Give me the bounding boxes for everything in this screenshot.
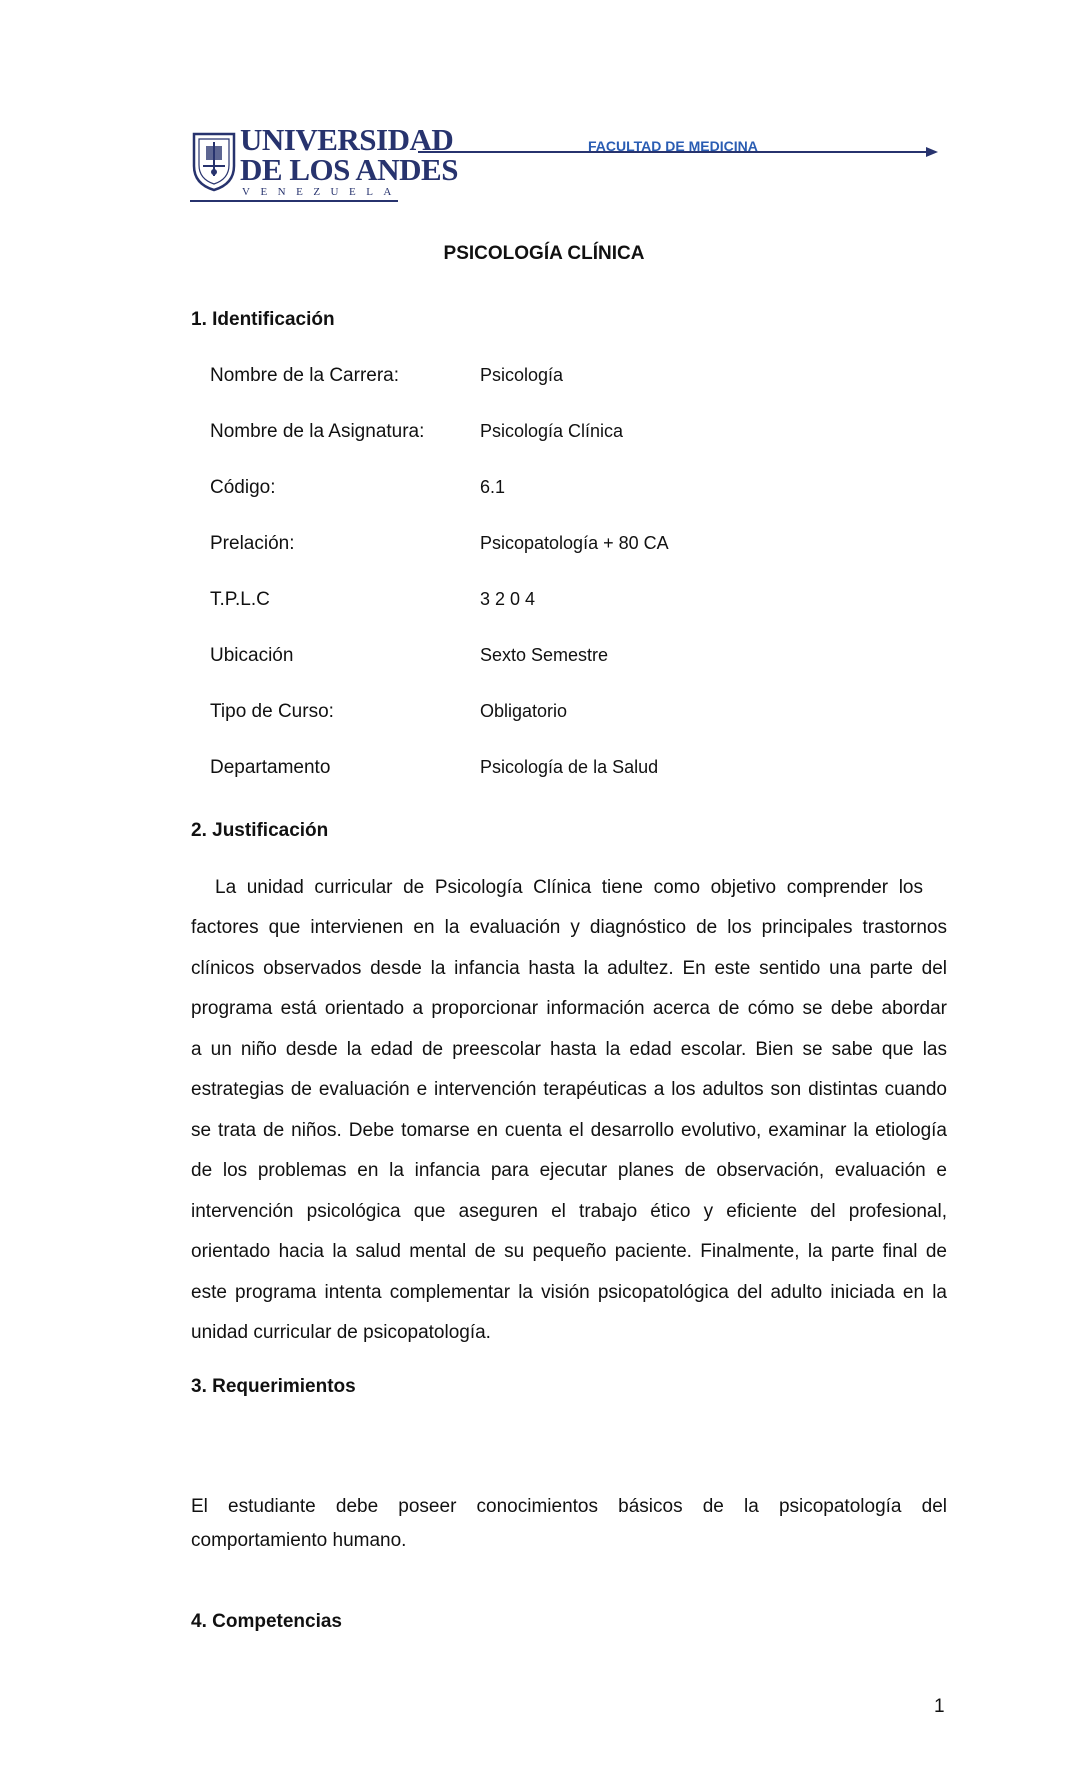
- logo-text-line3: VENEZUELA: [242, 186, 402, 198]
- paragraph-line: unidad curricular de psicopatología.: [191, 1322, 491, 1343]
- id-row: [210, 589, 770, 617]
- paragraph-line: comportamiento humano.: [191, 1530, 407, 1551]
- logo-text-line2: DE LOS ANDES: [240, 152, 458, 187]
- page-number: 1: [934, 1696, 945, 1717]
- id-row: [210, 477, 770, 505]
- logo-underline: [190, 200, 398, 202]
- id-label: Nombre de la Carrera:: [210, 365, 400, 386]
- section-heading-requerimientos: 3. Requerimientos: [191, 1376, 356, 1397]
- id-label: Código:: [210, 477, 276, 498]
- id-row: [210, 701, 770, 729]
- paragraph-line: clínicos observados desde la infancia hasta la adultez. En este sentido una parte del: [191, 958, 947, 979]
- paragraph-line: El estudiante debe poseer conocimientos básicos de la psicopatología del: [191, 1496, 947, 1517]
- paragraph-line: estrategias de evaluación e intervención terapéuticas a los adultos son distintas cuando: [191, 1079, 947, 1100]
- id-label: Tipo de Curso:: [210, 701, 334, 722]
- id-label: Ubicación: [210, 645, 294, 666]
- id-row: [210, 365, 770, 393]
- paragraph-line: factores que intervienen en la evaluación y diagnóstico de los principales trastornos: [191, 917, 947, 938]
- id-value: Psicología: [480, 365, 564, 385]
- university-seal-icon: [190, 130, 238, 192]
- paragraph-line: de los problemas en la infancia para ejecutar planes de observación, evaluación e: [191, 1160, 947, 1181]
- section-heading-justificacion: 2. Justificación: [191, 820, 329, 841]
- id-label: Nombre de la Asignatura:: [210, 421, 425, 442]
- id-value: Psicología de la Salud: [480, 757, 659, 777]
- paragraph-line: a un niño desde la edad de preescolar hasta la edad escolar. Bien se sabe que las: [191, 1039, 947, 1060]
- section-heading-competencias: 4. Competencias: [191, 1611, 342, 1632]
- id-row: [210, 421, 770, 449]
- paragraph-line: programa está orientado a proporcionar información acerca de cómo se debe abordar: [191, 998, 947, 1019]
- section-heading-identificacion: 1. Identificación: [191, 309, 335, 330]
- id-label: T.P.L.C: [210, 589, 270, 610]
- logo-text-line1: UNIVERSIDAD: [240, 122, 454, 157]
- university-logo: [190, 122, 458, 202]
- id-value: 3 2 0 4: [480, 589, 536, 609]
- paragraph-line: La unidad curricular de Psicología Clínica tiene como objetivo comprender los: [215, 877, 923, 898]
- id-row: [210, 533, 770, 561]
- document-title: PSICOLOGÍA CLÍNICA: [443, 243, 645, 264]
- id-row: [210, 645, 770, 673]
- id-value: Obligatorio: [480, 701, 568, 721]
- paragraph-line: este programa intenta complementar la visión psicopatológica del adulto iniciada en la: [191, 1282, 947, 1303]
- id-value: Psicopatología + 80 CA: [480, 533, 669, 553]
- paragraph-line: orientado hacia la salud mental de su pequeño paciente. Finalmente, la parte final de: [191, 1241, 947, 1262]
- header-arrow-icon: [418, 144, 938, 160]
- paragraph-line: intervención psicológica que aseguren el trabajo ético y eficiente del profesional,: [191, 1201, 947, 1222]
- id-value: Sexto Semestre: [480, 645, 609, 665]
- id-label: Departamento: [210, 757, 331, 778]
- id-value: Psicología Clínica: [480, 421, 624, 441]
- faculty-label: FACULTAD DE MEDICINA: [588, 138, 758, 154]
- id-label: Prelación:: [210, 533, 295, 554]
- id-row: [210, 757, 770, 785]
- id-value: 6.1: [480, 477, 506, 497]
- paragraph-line: se trata de niños. Debe tomarse en cuenta el desarrollo evolutivo, examinar la etiología: [191, 1120, 947, 1141]
